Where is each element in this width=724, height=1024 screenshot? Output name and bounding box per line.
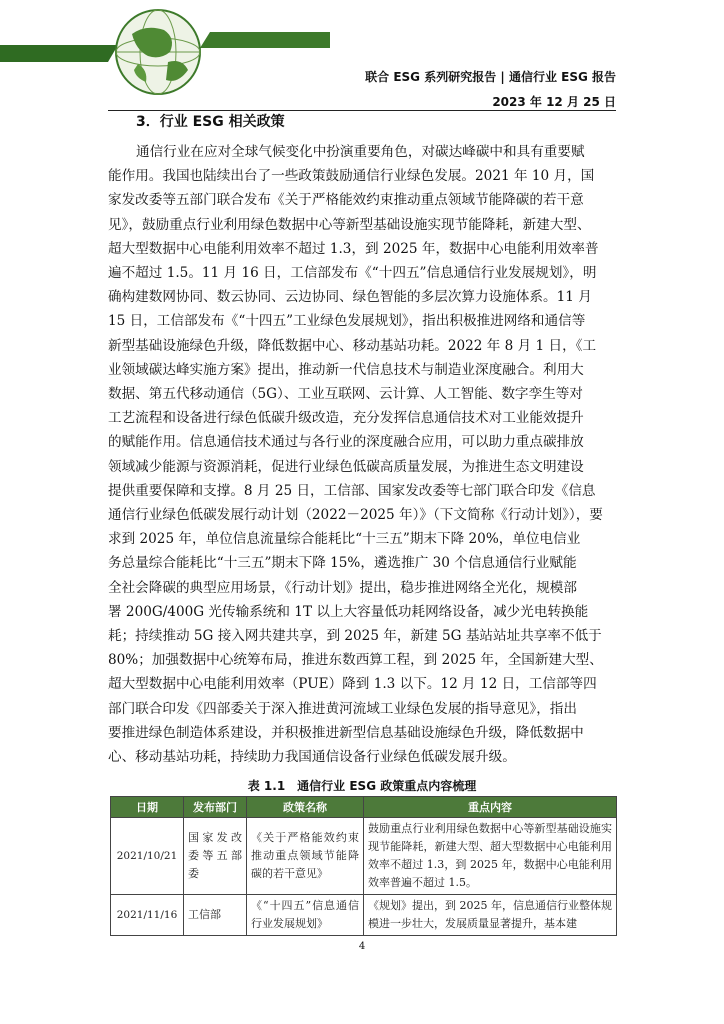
- section-body: [108, 140, 618, 769]
- table-header-row: [111, 797, 617, 818]
- cell-dept: 工信部: [184, 895, 247, 936]
- section-heading: 3．行业 ESG 相关政策: [136, 114, 285, 130]
- column-header-policy-name: 政策名称: [247, 797, 364, 818]
- cell-dept: 国家发改委等五部委: [184, 818, 247, 895]
- text-line: 见》，鼓励重点行业利用绿色数据中心等新型基础设施实现节能降耗，新建大型、: [108, 216, 591, 233]
- table-row: [111, 895, 617, 936]
- text-line: 超大型数据中心电能利用效率（PUE）降到 1.3 以下。12 月 12 日，工信部等四: [108, 676, 597, 693]
- report-logo: [0, 0, 330, 110]
- column-header-key-content: 重点内容: [364, 797, 617, 818]
- text-line: 的赋能作用。信息通信技术通过与各行业的深度融合应用，可以助力重点碳排放: [108, 434, 584, 451]
- cell-date: 2021/10/21: [111, 818, 184, 895]
- column-header-dept: 发布部门: [184, 797, 247, 818]
- cell-policy-name: 《关于严格能效约束推动重点领域节能降碳的若干意见》: [247, 818, 364, 895]
- text-line: 能作用。我国也陆续出台了一些政策鼓励通信行业绿色发展。2021 年 10 月，国: [108, 168, 595, 185]
- text-line: 心、移动基站功耗，持续助力我国通信设备行业绿色低碳发展升级。: [108, 749, 516, 766]
- text-line: 要推进绿色制造体系建设，并积极推进新型信息基础设施绿色升级，降低数据中: [108, 724, 584, 741]
- text-line: 新型基础设施绿色升级，降低数据中心、移动基站功耗。2022 年 8 月 1 日，《工: [108, 337, 597, 354]
- text-line: 80%；加强数据中心统筹布局，推进东数西算工程，到 2025 年，全国新建大型、: [108, 652, 603, 669]
- text-line: 数据、第五代移动通信（5G）、工业互联网、云计算、人工智能、数字孪生等对: [108, 386, 583, 403]
- text-line: 通信行业在应对全球气候变化中扮演重要角色，对碳达峰碳中和具有重要赋: [136, 144, 585, 160]
- body-paragraph: [108, 140, 618, 769]
- report-series-title: 联合 ESG 系列研究报告 | 通信行业 ESG 报告: [365, 70, 616, 84]
- text-line: 工艺流程和设备进行绿色低碳升级改造，充分发挥信息通信技术对工业能效提升: [108, 410, 584, 427]
- text-line: 家发改委等五部门联合发布《关于严格能效约束推动重点领域节能降碳的若干意: [108, 192, 584, 209]
- table-caption: 表 1.1 通信行业 ESG 政策重点内容梳理: [247, 779, 477, 793]
- text-line: 提供重要保障和支撑。8 月 25 日，工信部、国家发改委等七部门联合印发《信息: [108, 482, 596, 499]
- cell-date: 2021/11/16: [111, 895, 184, 936]
- text-line: 署 200G/400G 光传输系统和 1T 以上大容量低功耗网络设备，减少光电转换能: [108, 603, 589, 620]
- text-line: 超大型数据中心电能利用效率不超过 1.3，到 2025 年，数据中心电能利用效率普: [108, 240, 599, 257]
- table-row: [111, 818, 617, 895]
- page-number: 4: [358, 941, 366, 952]
- column-header-date: 日期: [111, 797, 184, 818]
- text-line: 耗；持续推动 5G 接入网共建共享，到 2025 年，新建 5G 基站站址共享率不低于: [108, 628, 602, 645]
- text-line: 通信行业绿色低碳发展行动计划（2022－2025 年）》（下文简称《行动计划》），要: [108, 507, 603, 524]
- text-line: 15 日，工信部发布《“十四五”工业绿色发展规划》，指出积极推进网络和通信等: [108, 313, 586, 330]
- text-line: 务总量综合能耗比“十三五”期末下降 15%，遴选推广 30 个信息通信行业赋能: [108, 555, 577, 572]
- text-line: 业领域碳达峰实施方案》提出，推动新一代信息技术与制造业深度融合。利用大: [108, 361, 584, 378]
- text-line: 全社会降碳的典型应用场景，《行动计划》提出，稳步推进网络全光化，规模部: [108, 579, 577, 596]
- text-line: 求到 2025 年，单位信息流量综合能耗比“十三五”期末下降 20%，单位电信业: [108, 531, 581, 548]
- text-line: 遍不超过 1.5。11 月 16 日，工信部发布《“十四五”信息通信行业发展规划》，明: [108, 265, 597, 282]
- cell-key-content: 《规划》提出，到 2025 年，信息通信行业整体规模进一步壮大，发展质量显著提升，基本建: [364, 895, 617, 936]
- report-date: 2023 年 12 月 25 日: [492, 95, 616, 109]
- text-line: 确构建数网协同、数云协同、云边协同、绿色智能的多层次算力设施体系。11 月: [108, 289, 592, 306]
- cell-key-content: 鼓励重点行业利用绿色数据中心等新型基础设施实现节能降耗，新建大型、超大型数据中心电能利用效率不超过 1.3，到 2025 年，数据中心电能利用效率普遍不超过 1.5。: [364, 818, 617, 895]
- policy-table: [110, 796, 617, 936]
- text-line: 部门联合印发《四部委关于深入推进黄河流域工业绿色发展的指导意见》，指出: [108, 700, 577, 717]
- text-line: 领域减少能源与资源消耗，促进行业绿色低碳高质量发展，为推进生态文明建设: [108, 458, 584, 475]
- cell-policy-name: 《“十四五”信息通信行业发展规划》: [247, 895, 364, 936]
